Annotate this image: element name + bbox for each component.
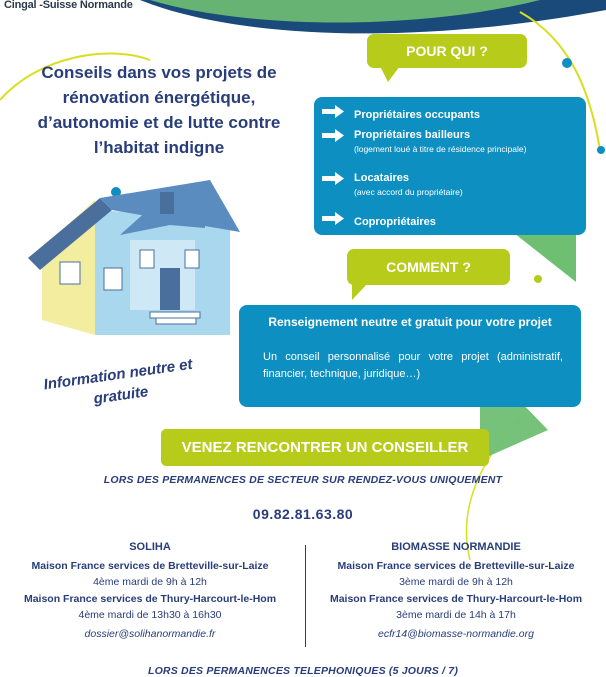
dot-decoration — [597, 146, 605, 154]
comment-bubble-tail — [352, 283, 368, 300]
audience-label: Propriétaires bailleurs — [354, 129, 471, 141]
dot-decoration — [562, 58, 572, 68]
schedule-text: 3ème mardi de 9h à 12h — [399, 576, 513, 588]
audience-sublabel: (logement loué à titre de résidence principale) — [354, 144, 527, 154]
audience-item — [322, 172, 463, 200]
audience-sublabel: (avec accord du propriétaire) — [354, 187, 463, 197]
pourqui-bubble-tail — [380, 66, 400, 82]
phone-permanences-heading: LORS DES PERMANENCES TELEPHONIQUES (5 JOURS / 7) — [147, 665, 459, 677]
info-label: Information neutre et gratuite — [42, 355, 194, 408]
arrow-right-icon — [322, 129, 344, 142]
location-name: Maison France services de Thury-Harcourt-le-Hom — [329, 593, 583, 605]
location-name: Maison France services de Bretteville-sur-Laize — [31, 560, 269, 572]
dot-decoration — [534, 275, 542, 283]
email-link[interactable]: dossier@solihanormandie.fr — [84, 628, 216, 640]
meet-advisor-banner: VENEZ RENCONTRER UN CONSEILLER — [161, 429, 489, 466]
audience-item — [322, 129, 526, 157]
method-title: Renseignement neutre et gratuit pour votre projet — [268, 315, 552, 329]
arrow-right-icon — [322, 212, 344, 225]
location-name: Maison France services de Thury-Harcourt-le-Hom — [23, 593, 277, 605]
audience-item — [322, 105, 480, 123]
soliha-column — [0, 540, 300, 643]
audience-panel — [314, 97, 586, 235]
schedule-text: 3ème mardi de 14h à 17h — [396, 609, 516, 621]
audience-label: Locataires — [354, 172, 410, 184]
house-illustration — [28, 180, 240, 335]
page-title: Conseils dans vos projets de rénovation énergétique, d’autonomie et de lutte contre l’habitat indigne — [37, 63, 281, 157]
schedule-text: 4ème mardi de 9h à 12h — [93, 576, 207, 588]
email-link[interactable]: ecfr14@biomasse-normandie.org — [378, 628, 534, 640]
biomasse-column — [306, 540, 606, 643]
audience-label: Copropriétaires — [354, 216, 436, 228]
pour-qui-label: POUR QUI ? — [367, 34, 527, 68]
org-name: SOLIHA — [129, 541, 171, 553]
arrow-right-icon — [322, 105, 344, 118]
sector-permanences-heading: LORS DES PERMANENCES DE SECTEUR SUR RENDEZ-VOUS UNIQUEMENT — [103, 474, 503, 486]
method-panel — [239, 305, 581, 407]
schedule-text: 4ème mardi de 13h30 à 16h30 — [78, 609, 222, 621]
audience-item — [322, 212, 436, 230]
comment-label: COMMENT ? — [347, 249, 510, 285]
brand-label: Cingal -Suisse Normande — [4, 0, 133, 11]
audience-label: Propriétaires occupants — [354, 109, 480, 121]
phone-number[interactable]: 09.82.81.63.80 — [252, 506, 354, 522]
org-name: BIOMASSE NORMANDIE — [391, 541, 521, 553]
method-body: Un conseil personnalisé pour votre projet (administratif, financier, technique, juridique…) — [263, 351, 563, 380]
location-name: Maison France services de Bretteville-sur-Laize — [337, 560, 575, 572]
arrow-right-icon — [322, 172, 344, 185]
